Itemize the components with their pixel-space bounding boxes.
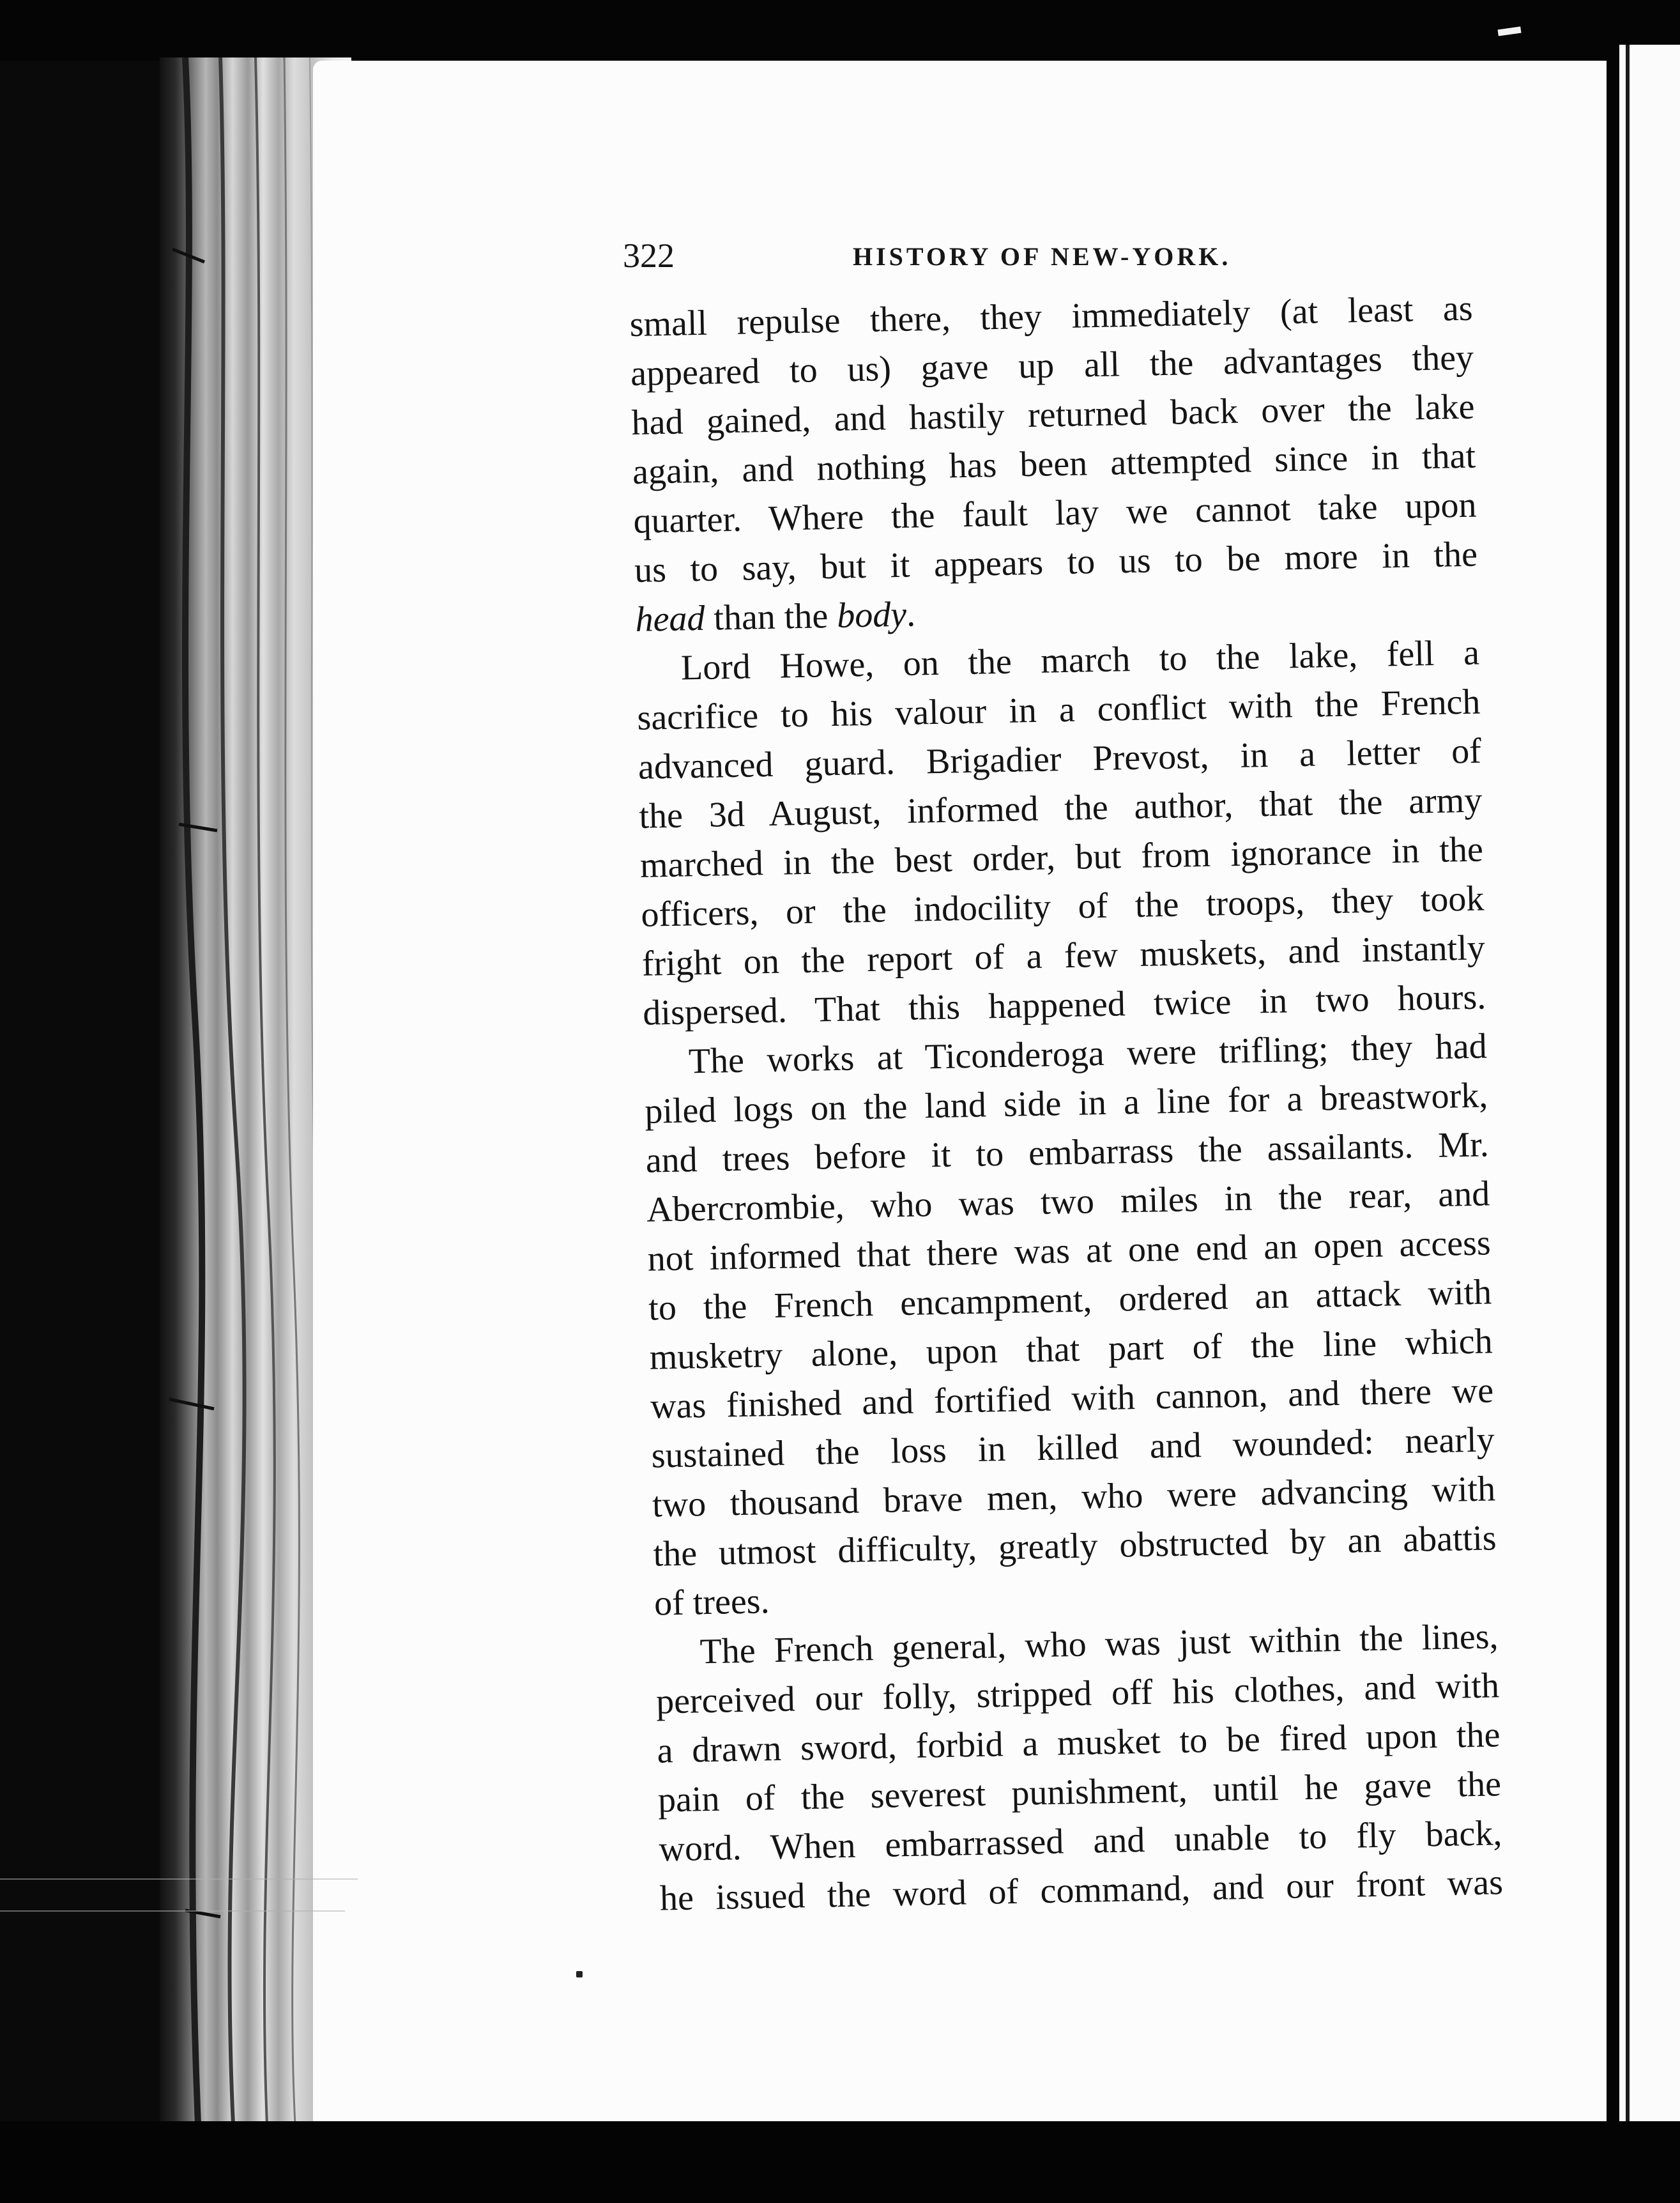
text-line: marched in the best order, but from ignorance in the <box>639 829 1484 886</box>
scan-top-border <box>0 0 1680 61</box>
running-head <box>623 230 1485 281</box>
text-line: the 3d August, informed the author, that the army <box>638 780 1483 836</box>
text-line: he issued the word of command, and our front was <box>659 1862 1504 1919</box>
text-line: had gained, and hastily returned back over the lake <box>631 387 1476 443</box>
text-line: musketry alone, upon that part of the line which <box>649 1321 1493 1378</box>
text-line: small repulse there, they immediately (at least as <box>629 288 1474 344</box>
text-line: advanced guard. Brigadier Prevost, in a letter of <box>638 731 1482 787</box>
text-line: Lord Howe, on the march to the lake, fell a <box>680 633 1480 688</box>
scan-bottom-border <box>0 2121 1680 2203</box>
text-line: The works at Ticonderoga were trifling; they had <box>688 1026 1488 1082</box>
text-line: the utmost difficulty, greatly obstructed by an abattis <box>653 1518 1497 1574</box>
text-line: a drawn sword, forbid a musket to be fired upon the <box>657 1715 1501 1771</box>
text-line: dispersed. That this happened twice in two hours. <box>642 977 1486 1033</box>
page-gutter-right <box>1607 45 1619 2121</box>
italic-word: head <box>635 598 706 640</box>
text-line: perceived our folly, stripped off his clothes, and with <box>655 1666 1500 1722</box>
text-line: word. When embarrassed and unable to fly back, <box>658 1813 1502 1869</box>
text-line: appeared to us) gave up all the advantages they <box>630 337 1474 394</box>
text-line: officers, or the indocility of the troops, they took <box>640 879 1485 935</box>
body-text <box>629 284 1504 1924</box>
page-number: 322 <box>623 236 675 275</box>
scan-line <box>0 1910 345 1912</box>
text-fragment: than the <box>704 595 837 638</box>
text-line: pain of the severest punishment, until he gave the <box>657 1764 1502 1820</box>
text-fragment: . <box>906 594 916 634</box>
scan-line <box>0 1878 358 1880</box>
text-line: us to say, but it appears to us to be more in the <box>634 534 1478 590</box>
text-line: of trees. <box>653 1581 770 1623</box>
text-line: sustained the loss in killed and wounded: nearly <box>651 1420 1495 1476</box>
text-line: Abercrombie, who was two miles in the rear, and <box>646 1174 1490 1230</box>
text-line: two thousand brave men, who were advancing with <box>652 1469 1496 1525</box>
text-line: sacrifice to his valour in a conflict with the French <box>636 682 1481 738</box>
text-line: and trees before it to embarrass the assailants. Mr. <box>645 1125 1490 1181</box>
text-line: to the French encampment, ordered an attack with <box>648 1272 1492 1328</box>
italic-word: body <box>836 594 907 636</box>
running-title: HISTORY OF NEW-YORK. <box>853 242 1232 271</box>
text-line: piled logs on the land side in a line for a breastwork, <box>644 1075 1488 1132</box>
text-line: fright on the report of a few muskets, and instantly <box>641 928 1486 984</box>
text-line: The French general, who was just within the lines, <box>699 1616 1499 1672</box>
text-line: was finished and fortified with cannon, and there we <box>650 1370 1494 1427</box>
text-line: again, and nothing has been attempted since in that <box>632 436 1476 492</box>
facing-page-edge <box>1626 45 1630 2121</box>
ink-speck <box>576 1971 583 1977</box>
text-line: not informed that there was at one end an open access <box>647 1223 1492 1279</box>
text-line: quarter. Where the fault lay we cannot take upon <box>633 485 1477 541</box>
